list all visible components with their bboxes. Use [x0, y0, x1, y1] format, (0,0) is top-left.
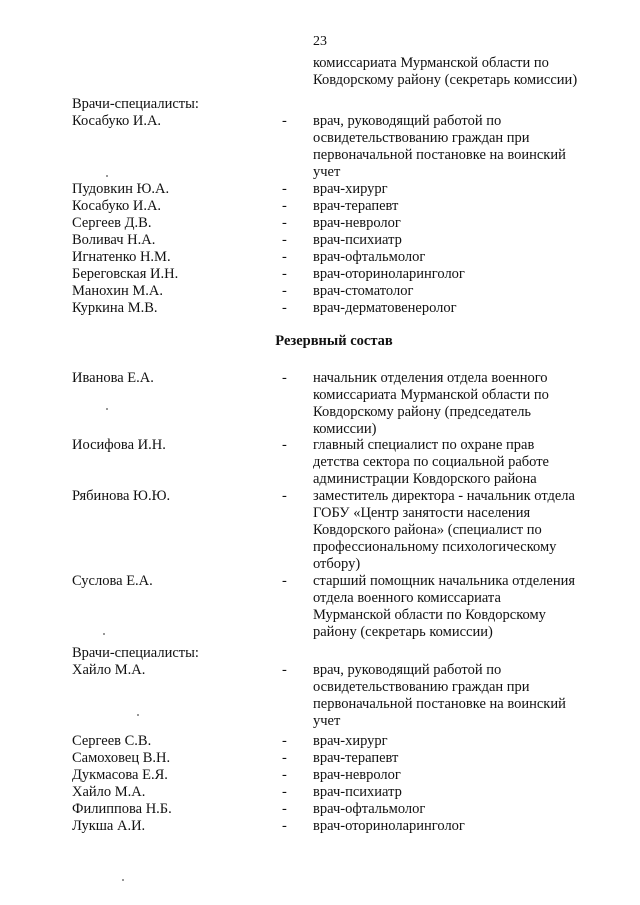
separator-dash: -: [282, 266, 287, 282]
member-role-line: врач-стоматолог: [313, 283, 414, 299]
separator-dash: -: [282, 573, 287, 589]
intro-role: [313, 55, 623, 89]
separator-dash: -: [282, 437, 287, 453]
member-role-line: освидетельствованию граждан при: [313, 679, 530, 695]
member-role: [313, 818, 623, 835]
member-role: [313, 266, 623, 283]
separator-dash: -: [282, 488, 287, 504]
member-role-line: врач, руководящий работой по: [313, 662, 502, 678]
member-role: [313, 198, 623, 215]
member-role-line: Ковдорскому району (председатель: [313, 404, 532, 420]
member-name: Береговская И.Н.: [72, 266, 179, 282]
member-role: [313, 488, 623, 573]
separator-dash: -: [282, 733, 287, 749]
member-role-line: врач-невролог: [313, 215, 401, 231]
member-name: Суслова Е.А.: [72, 573, 153, 589]
member-name: Косабуко И.А.: [72, 113, 162, 129]
separator-dash: -: [282, 370, 287, 386]
separator-dash: -: [282, 750, 287, 766]
member-role-line: врач-офтальмолог: [313, 249, 426, 265]
member-role-line: комиссии): [313, 421, 377, 437]
separator-dash: -: [282, 283, 287, 299]
member-name: Рябинова Ю.Ю.: [72, 488, 171, 504]
member-name: Воливач Н.А.: [72, 232, 156, 248]
member-name: Дукмасова Е.Я.: [72, 767, 168, 783]
member-role-line: врач-оториноларинголог: [313, 266, 465, 282]
member-role: [313, 662, 623, 730]
member-name: Хайло М.А.: [72, 662, 146, 678]
member-name: Игнатенко Н.М.: [72, 249, 171, 265]
member-role-line: профессиональному психологическому: [313, 539, 557, 555]
member-name: Манохин М.А.: [72, 283, 163, 299]
separator-dash: -: [282, 215, 287, 231]
member-role: [313, 750, 623, 767]
member-role-line: отдела военного комиссариата: [313, 590, 501, 606]
member-role: [313, 573, 623, 641]
member-role-line: комиссариата Мурманской области по: [313, 387, 549, 403]
member-role-line: врач-невролог: [313, 767, 401, 783]
scan-speck: [137, 714, 139, 716]
reserve-specialists-header: Врачи-специалисты:: [72, 645, 199, 661]
member-role-line: врач-оториноларинголог: [313, 818, 465, 834]
member-role-line: врач-хирург: [313, 733, 388, 749]
member-name: Иосифова И.Н.: [72, 437, 166, 453]
member-name: Самоховец В.Н.: [72, 750, 171, 766]
member-role-line: главный специалист по охране прав: [313, 437, 535, 453]
member-name: Куркина М.В.: [72, 300, 158, 316]
member-role-line: врач-офтальмолог: [313, 801, 426, 817]
member-role-line: врач-хирург: [313, 181, 388, 197]
member-name: Филиппова Н.Б.: [72, 801, 172, 817]
main-specialists-header: Врачи-специалисты:: [72, 96, 199, 112]
member-role-line: первоначальной постановке на воинский: [313, 696, 566, 712]
member-name: Сергеев С.В.: [72, 733, 152, 749]
scan-speck: [106, 175, 108, 177]
member-role-line: району (секретарь комиссии): [313, 624, 493, 640]
member-role: [313, 784, 623, 801]
member-role-line: отбору): [313, 556, 361, 572]
member-role: [313, 767, 623, 784]
separator-dash: -: [282, 818, 287, 834]
member-role: [313, 370, 623, 438]
separator-dash: -: [282, 113, 287, 129]
member-role: [313, 232, 623, 249]
separator-dash: -: [282, 300, 287, 316]
scan-speck: [103, 633, 105, 635]
member-role-line: врач-психиатр: [313, 784, 402, 800]
member-role: [313, 113, 623, 181]
intro-role-line: Ковдорскому району (секретарь комиссии): [313, 72, 578, 88]
separator-dash: -: [282, 784, 287, 800]
member-role-line: врач-терапевт: [313, 198, 399, 214]
separator-dash: -: [282, 232, 287, 248]
member-role-line: старший помощник начальника отделения: [313, 573, 576, 589]
separator-dash: -: [282, 801, 287, 817]
member-role-line: первоначальной постановке на воинский: [313, 147, 566, 163]
member-name: Хайло М.А.: [72, 784, 146, 800]
separator-dash: -: [282, 181, 287, 197]
scan-speck: [122, 879, 124, 881]
separator-dash: -: [282, 662, 287, 678]
member-role-line: врач, руководящий работой по: [313, 113, 502, 129]
member-name: Иванова Е.А.: [72, 370, 154, 386]
member-role: [313, 733, 623, 750]
member-role-line: освидетельствованию граждан при: [313, 130, 530, 146]
member-role-line: начальник отделения отдела военного: [313, 370, 548, 386]
member-name: Сергеев Д.В.: [72, 215, 152, 231]
member-role-line: врач-психиатр: [313, 232, 402, 248]
member-role: [313, 249, 623, 266]
page-number: 23: [313, 34, 327, 49]
member-role: [313, 181, 623, 198]
member-role: [313, 300, 623, 317]
member-role-line: детства сектора по социальной работе: [313, 454, 549, 470]
member-role-line: врач-терапевт: [313, 750, 399, 766]
separator-dash: -: [282, 767, 287, 783]
member-role-line: заместитель директора - начальник отдела: [313, 488, 575, 504]
member-name: Пудовкин Ю.А.: [72, 181, 170, 197]
member-role-line: Мурманской области по Ковдорскому: [313, 607, 546, 623]
separator-dash: -: [282, 198, 287, 214]
member-role-line: администрации Ковдорского района: [313, 471, 537, 487]
member-role: [313, 437, 623, 488]
member-role-line: учет: [313, 164, 341, 180]
member-role-line: учет: [313, 713, 341, 729]
reserve-heading: Резервный состав: [275, 333, 393, 349]
member-name: Косабуко И.А.: [72, 198, 162, 214]
member-role-line: Ковдорского района» (специалист по: [313, 522, 542, 538]
member-role: [313, 283, 623, 300]
intro-role-line: комиссариата Мурманской области по: [313, 55, 549, 71]
member-name: Лукша А.И.: [72, 818, 146, 834]
member-role-line: врач-дерматовенеролог: [313, 300, 457, 316]
member-role-line: ГОБУ «Центр занятости населения: [313, 505, 531, 521]
member-role: [313, 215, 623, 232]
separator-dash: -: [282, 249, 287, 265]
scan-speck: [106, 408, 108, 410]
member-role: [313, 801, 623, 818]
